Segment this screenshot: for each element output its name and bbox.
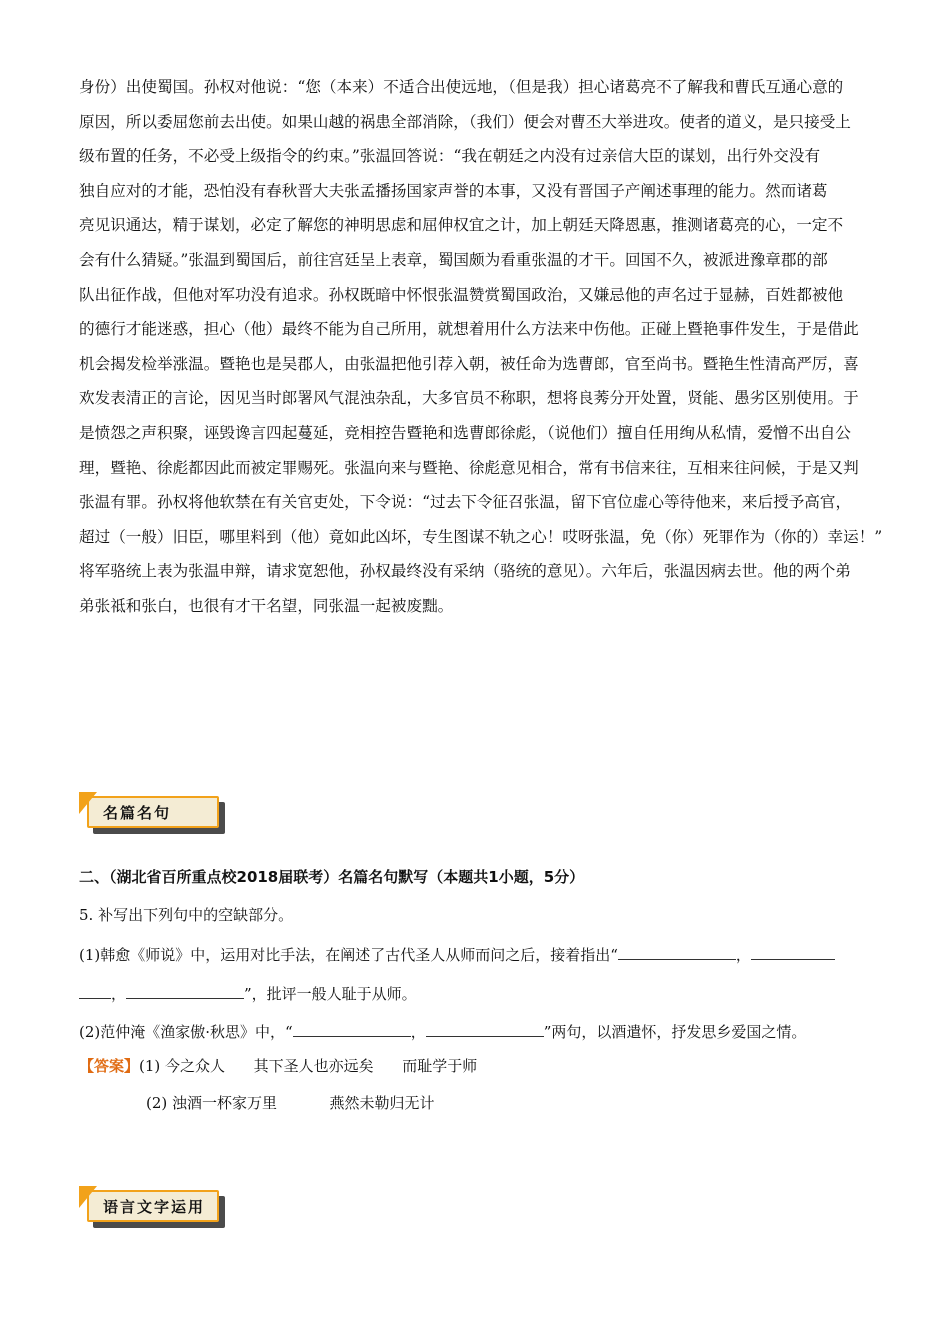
answer-line-2 <box>146 1092 434 1113</box>
item-2-tail: ”两句，以酒遣怀，抒发思乡爱国之情。 <box>543 1023 807 1041</box>
banner-label: 名篇名句 <box>103 804 172 822</box>
passage-line: 弟张祗和张白，也很有才干名望，同张温一起被废黜。 <box>79 596 454 615</box>
passage-line: 将军骆统上表为张温申辩，请求宽恕他，孙权最终没有采纳（骆统的意见）。六年后，张温因病去世。他的两个弟 <box>79 562 851 581</box>
passage-line: 超过（一般）旧臣，哪里料到（他）竟如此凶坏，专生图谋不轨之心！哎呀张温，免（你）死罪作为（你的）幸运！” <box>79 527 883 546</box>
item-1-line-2 <box>79 982 417 1004</box>
section-banner-famous-quotes <box>79 792 229 838</box>
answer-line-1 <box>79 1055 477 1076</box>
passage-line: 亮见识通达，精于谋划，必定了解您的神明思虑和屈伸权宜之计，加上朝廷天降恩惠，推测诸葛亮的心，一定不 <box>79 216 844 235</box>
passage-line: 身份）出使蜀国。孙权对他说：“您（本来）不适合出使远地，（但是我）担心诸葛亮不了解我和曹氏互通心意的 <box>79 78 844 96</box>
item-1-text: (1)韩愈《师说》中，运用对比手法，在阐述了古代圣人从师而问之后，接着指出“ <box>79 946 618 964</box>
passage-line: 欢发表清正的言论，因见当时郎署风气混浊杂乱，大多官员不称职，想将良莠分开处置，贤能、愚劣区别使用。于 <box>79 389 859 408</box>
blank-3[interactable] <box>126 982 244 999</box>
passage-line: 独自应对的才能，恐怕没有春秋晋大夫张孟播扬国家声誉的本事，又没有晋国子产阐述事理的能力。然而诸葛 <box>79 181 828 200</box>
blank-4[interactable] <box>293 1020 411 1037</box>
item-1-tail: ”，批评一般人耻于从师。 <box>244 985 417 1003</box>
answer-2: (2) 浊酒一杯家万里 燕然未勒归无计 <box>146 1094 435 1112</box>
blank-2-start[interactable] <box>751 943 835 960</box>
banner-corner-icon <box>79 792 97 814</box>
translation-passage <box>79 70 883 624</box>
passage-line: 级布置的任务，不必受上级指令的约束。”张温回答说：“我在朝廷之内没有过亲信大臣的谋划，出行外交没有 <box>79 147 821 166</box>
item-2-line <box>79 1020 806 1042</box>
section-banner-language-use <box>79 1186 229 1232</box>
question-stem: 5. 补写出下列句中的空缺部分。 <box>79 906 294 924</box>
item-2-text: (2)范仲淹《渔家傲·秋思》中，“ <box>79 1023 293 1041</box>
passage-line: 张温有罪。孙权将他软禁在有关官吏处，下令说：“过去下令征召张温，留下官位虚心等待他来，来后授予高官， <box>79 493 852 512</box>
blank-2-end[interactable] <box>79 982 111 999</box>
blank-5[interactable] <box>426 1020 544 1037</box>
item-1-sep: ， <box>735 946 751 964</box>
banner-corner-icon <box>79 1186 97 1208</box>
passage-line: 机会揭发检举涨温。暨艳也是吴郡人，由张温把他引荐入朝，被任命为选曹郎，官至尚书。暨艳生性清高严厉，喜 <box>79 354 859 373</box>
answer-1: (1) 今之众人 其下圣人也亦远矣 而耻学于师 <box>139 1057 478 1075</box>
passage-line: 队出征作战，但他对军功没有追求。孙权既暗中怀恨张温赞赏蜀国政治，又嫌忌他的声名过于显赫，百姓都被他 <box>79 285 844 304</box>
item-1-line-1 <box>79 943 835 965</box>
item-2-sep: ， <box>410 1023 426 1041</box>
banner-label: 语言文字运用 <box>103 1198 206 1216</box>
passage-line: 原因，所以委屈您前去出使。如果山越的祸患全部消除，（我们）便会对曹丕大举进攻。使者的道义，是只接受上 <box>79 112 851 131</box>
passage-line: 会有什么猜疑。”张温到蜀国后，前往宫廷呈上表章，蜀国颇为看重张温的才干。回国不久，被派进豫章郡的部 <box>79 250 828 269</box>
answer-tag: 【答案】 <box>79 1057 140 1075</box>
blank-1[interactable] <box>618 943 736 960</box>
passage-line: 是愤怨之声积聚，诬毁谗言四起蔓延，竞相控告暨艳和选曹郎徐彪，（说他们）擅自任用绚从私情，爱憎不出自公 <box>79 423 851 442</box>
passage-line: 的德行才能迷惑，担心（他）最终不能为自己所用，就想着用什么方法来中伤他。正碰上暨艳事件发生，于是借此 <box>79 320 859 339</box>
question-title: 二、（湖北省百所重点校2018届联考）名篇名句默写（本题共1小题，5分） <box>79 868 585 886</box>
item-1-sep-2: ， <box>111 985 127 1003</box>
passage-line: 理，暨艳、徐彪都因此而被定罪赐死。张温向来与暨艳、徐彪意见相合，常有书信来往，互相来往问候，于是又判 <box>79 458 859 477</box>
